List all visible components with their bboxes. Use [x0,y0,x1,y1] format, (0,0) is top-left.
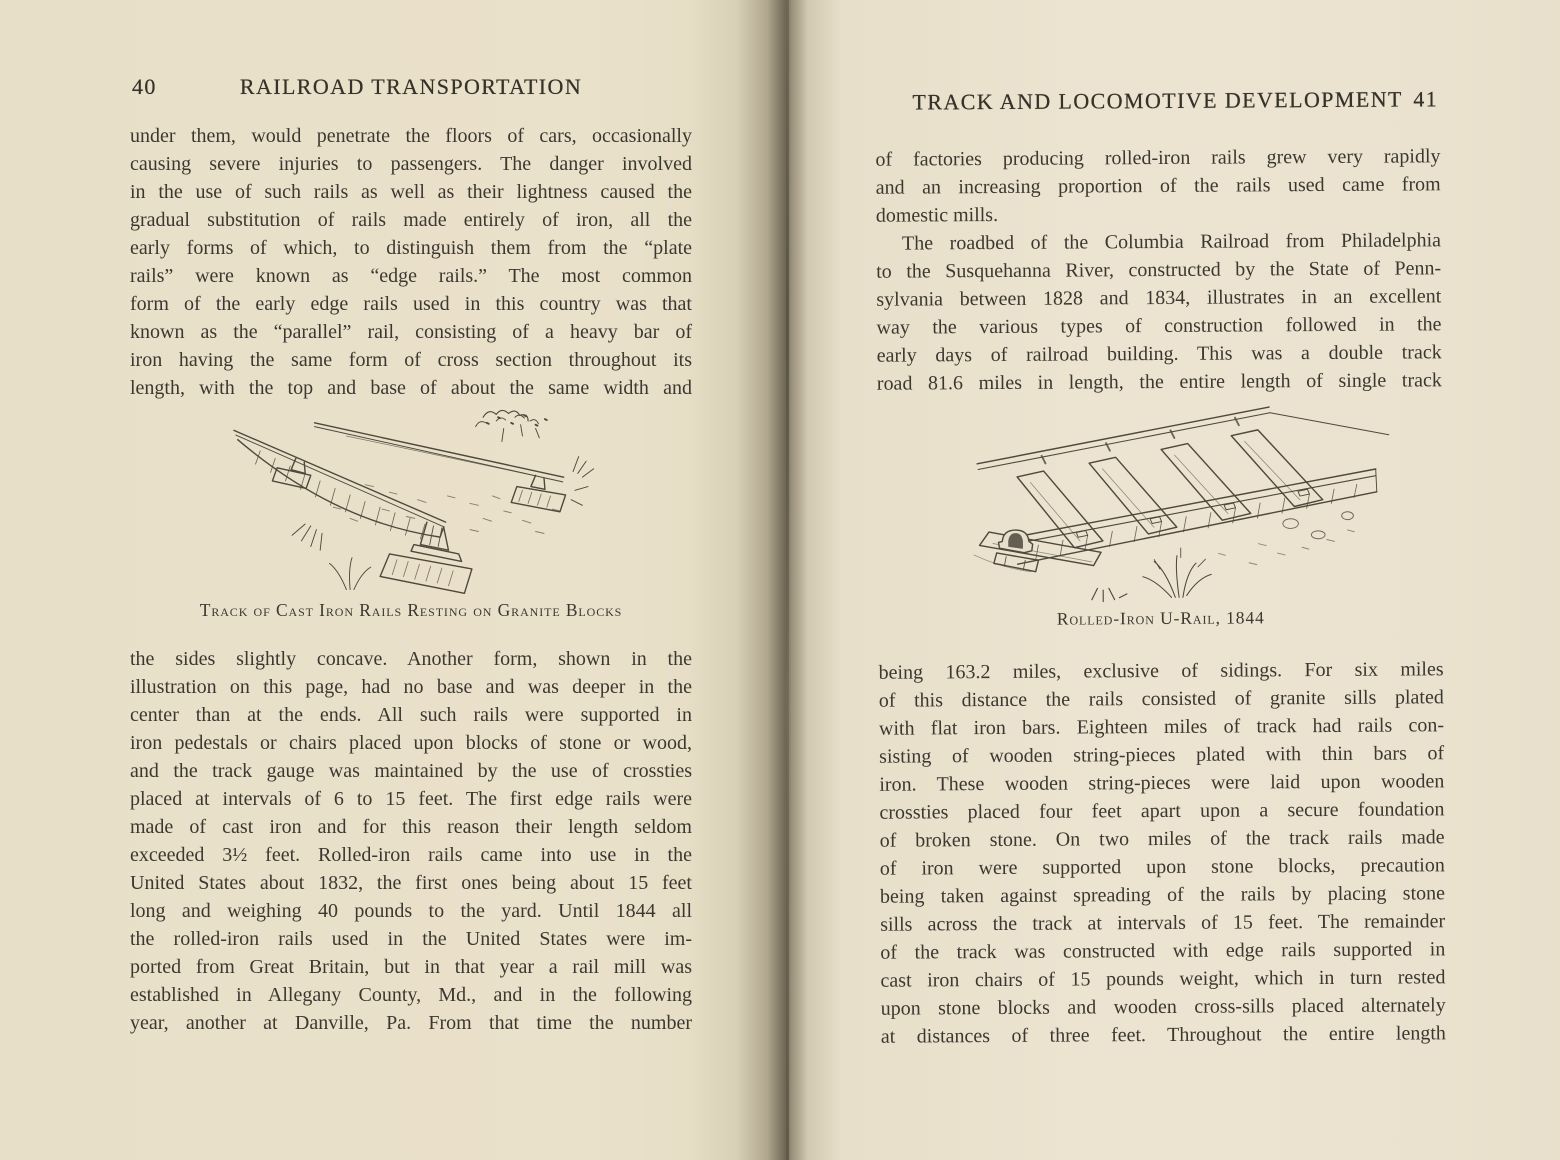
text-line: to the Susquehanna River, constructed by the State of Penn- [876,257,1442,283]
left-paragraph-1 [130,122,692,402]
left-figure-caption: Track of Cast Iron Rails Resting on Granite Blocks [199,600,623,620]
text-line: gradual substitution of rails made entirely of iron, all the [130,209,692,231]
text-line: being taken against spreading of the rails by placing stone [879,882,1446,908]
text-line: at distances of three feet. Throughout the entire length [880,1022,1446,1048]
text-line: sylvania between 1828 and 1834, illustrates in an excellent [876,285,1442,311]
right-running-header [875,86,1440,117]
left-page-number: 40 [132,74,157,99]
text-line: The roadbed of the Columbia Railroad from Philadelphia [901,229,1442,255]
text-line: of broken stone. On two miles of the track rails made [879,826,1445,852]
text-line: causing severe injuries to passengers. The danger involved [130,153,692,175]
text-line: illustration on this page, had no base and was deeper in the [130,676,692,698]
text-line: length, with the top and base of about the same width and [130,377,692,399]
text-line: established in Allegany County, Md., and in the following [130,984,692,1006]
text-line: long and weighing 40 pounds to the yard. Until 1844 all [130,900,692,922]
text-line: form of the early edge rails used in this country was that [130,293,692,315]
right-paragraph-1 [875,142,1441,229]
text-line: iron pedestals or chairs placed upon blocks of stone or wood, [130,732,692,754]
text-line: year, another at Danville, Pa. From that time the number [130,1012,692,1034]
text-line: known as the “parallel” rail, consisting of a heavy bar of [130,321,692,343]
page-right [875,86,1446,1050]
text-line: way the various types of construction followed in the [876,313,1442,339]
text-line: cast iron chairs of 15 pounds weight, which in turn rested [880,966,1446,992]
text-line: in the use of such rails as well as their lightness caused the [130,181,692,203]
right-paragraph-2 [876,226,1442,397]
text-line: and the track gauge was maintained by the use of crossties [130,760,692,782]
illustration-u-rail-track [877,400,1443,607]
text-line: early days of railroad building. This was a double track [876,341,1442,367]
text-line: United States about 1832, the first ones being about 15 feet [130,872,692,894]
text-line: being 163.2 miles, exclusive of sidings. For six miles [878,658,1444,684]
illustration-cast-iron-rails [130,406,692,598]
right-page-number: 41 [1413,86,1439,112]
left-paragraph-2 [130,645,692,1037]
right-paragraph-3 [879,655,1446,1050]
text-line: center than at the ends. All such rails were supported in [130,704,692,726]
text-line: the sides slightly concave. Another form, shown in the [130,648,692,670]
text-line: sills across the track at intervals of 15 feet. The remainder [880,910,1446,936]
text-line: of factories producing rolled-iron rails grew very rapidly [875,145,1441,171]
text-line: exceeded 3½ feet. Rolled-iron rails came into use in the [130,844,692,866]
book-gutter [786,0,789,1160]
text-line: iron having the same form of cross section throughout its [130,349,692,371]
text-line: ported from Great Britain, but in that year a rail mill was [130,956,692,978]
text-line: made of cast iron and for this reason their length seldom [130,816,692,838]
text-line: placed at intervals of 6 to 15 feet. The first edge rails were [130,788,692,810]
text-line: early forms of which, to distinguish them from the “plate [130,237,692,259]
cast-iron-rails-engraving [186,406,666,598]
text-line: road 81.6 miles in length, the entire length of single track [876,369,1442,395]
text-line: and an increasing proportion of the rails used came from [875,173,1441,199]
text-line: iron. These wooden string-pieces were laid upon wooden [879,770,1445,796]
u-rail-engraving [951,401,1402,608]
text-line: upon stone blocks and wooden cross-sills placed alternately [880,994,1446,1020]
right-running-title: TRACK AND LOCOMOTIVE DEVELOPMENT [912,86,1403,115]
left-running-header [130,74,692,102]
left-running-title: RAILROAD TRANSPORTATION [239,74,583,99]
text-line: of iron were supported upon stone blocks, precaution [879,854,1445,880]
text-line: rails” were known as “edge rails.” The most common [130,265,692,287]
right-figure-caption: Rolled-Iron U-Rail, 1844 [1056,607,1265,629]
text-line: the rolled-iron rails used in the United States were im- [130,928,692,950]
text-line: of the track was constructed with edge rails supported in [880,938,1446,964]
text-line: domestic mills. [875,203,999,227]
text-line: crossties placed four feet apart upon a secure foundation [879,798,1445,824]
text-line: under them, would penetrate the floors of cars, occasionally [130,125,692,147]
text-line: of this distance the rails consisted of granite sills plated [878,686,1444,712]
text-line: with flat iron bars. Eighteen miles of track had rails con- [878,714,1445,740]
page-left [130,74,692,1037]
text-line: sisting of wooden string-pieces plated with thin bars of [879,742,1445,768]
